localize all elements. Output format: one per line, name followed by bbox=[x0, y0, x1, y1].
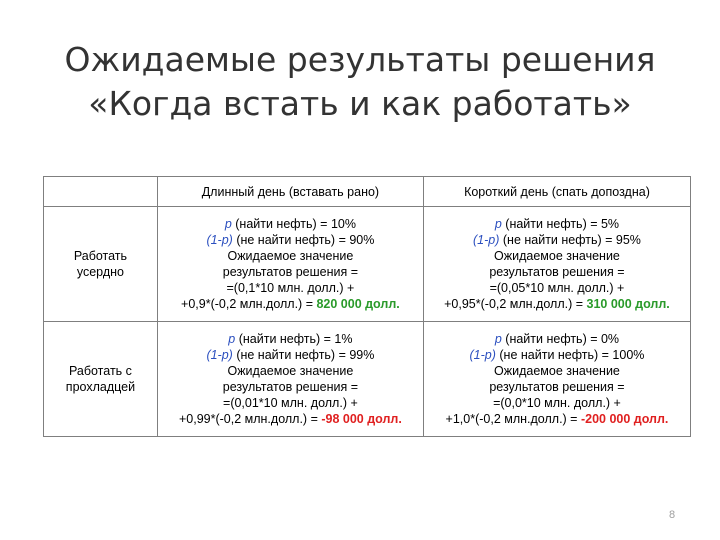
row-label-line: усердно bbox=[76, 265, 124, 279]
p-text: (найти нефть) = 10% bbox=[231, 217, 356, 231]
inverse-probability-line bbox=[160, 232, 421, 248]
header-corner-cell bbox=[44, 177, 158, 207]
p-symbol: p bbox=[224, 217, 232, 231]
row-label-work-hard bbox=[44, 207, 158, 322]
formula-result-line bbox=[160, 411, 421, 427]
probability-line bbox=[426, 331, 688, 347]
formula-result-line bbox=[160, 296, 421, 312]
inverse-probability-line bbox=[160, 347, 421, 363]
formula-line: =(0,1*10 млн. долл.) + bbox=[226, 281, 355, 295]
expected-value-label: результатов решения = bbox=[222, 380, 359, 394]
table-row bbox=[44, 322, 691, 437]
result-value: 820 000 долл. bbox=[316, 297, 400, 311]
cell-work-lazily-short-day bbox=[423, 322, 690, 437]
q-text: (не найти нефть) = 95% bbox=[499, 233, 641, 247]
p-symbol: p bbox=[494, 217, 502, 231]
q-text: (не найти нефть) = 90% bbox=[232, 233, 375, 247]
expected-value-label: Ожидаемое значение bbox=[227, 249, 354, 263]
probability-line bbox=[426, 216, 688, 232]
header-long-day: Длинный день (вставать рано) bbox=[157, 177, 423, 207]
q-symbol: (1-p) bbox=[473, 233, 500, 247]
formula-line: =(0,0*10 млн. долл.) + bbox=[493, 396, 621, 410]
cell-work-hard-long-day bbox=[157, 207, 423, 322]
p-text: (найти нефть) = 1% bbox=[235, 332, 353, 346]
q-symbol: (1-p) bbox=[469, 348, 496, 362]
header-short-day: Короткий день (спать допоздна) bbox=[423, 177, 690, 207]
formula-line: +0,9*(-0,2 млн.долл.) = bbox=[181, 297, 317, 311]
formula-line: =(0,01*10 млн. долл.) + bbox=[223, 396, 358, 410]
result-value: -98 000 долл. bbox=[321, 412, 402, 426]
cell-work-lazily-long-day bbox=[157, 322, 423, 437]
slide-title bbox=[0, 38, 720, 126]
p-symbol: p bbox=[494, 332, 502, 346]
row-label-work-lazily bbox=[44, 322, 158, 437]
page-number: 8 bbox=[669, 509, 676, 521]
formula-line: +0,99*(-0,2 млн.долл.) = bbox=[178, 412, 322, 426]
result-value: -200 000 долл. bbox=[580, 412, 669, 426]
result-value: 310 000 долл. bbox=[586, 297, 670, 311]
p-symbol: p bbox=[228, 332, 236, 346]
p-text: (найти нефть) = 0% bbox=[501, 332, 620, 346]
expected-value-label: результатов решения = bbox=[489, 265, 625, 279]
expected-value-label: результатов решения = bbox=[222, 265, 359, 279]
slide-title-line-1: Ожидаемые результаты решения bbox=[64, 40, 656, 79]
inverse-probability-line bbox=[426, 347, 688, 363]
formula-line: +1,0*(-0,2 млн.долл.) = bbox=[445, 412, 581, 426]
formula-result-line bbox=[426, 296, 688, 312]
q-text: (не найти нефть) = 100% bbox=[495, 348, 645, 362]
expected-value-label: Ожидаемое значение bbox=[494, 249, 620, 263]
header-row bbox=[44, 177, 691, 207]
table-row bbox=[44, 207, 691, 322]
inverse-probability-line bbox=[426, 232, 688, 248]
formula-result-line bbox=[426, 411, 688, 427]
expected-value-label: Ожидаемое значение bbox=[227, 364, 354, 378]
row-label-line: Работать с bbox=[68, 364, 132, 378]
decision-table bbox=[43, 176, 691, 437]
row-label-line: прохладцей bbox=[65, 380, 136, 394]
p-text: (найти нефть) = 5% bbox=[501, 217, 620, 231]
slide-title-line-2: «Когда встать и как работать» bbox=[88, 84, 632, 123]
q-symbol: (1-p) bbox=[206, 348, 233, 362]
row-label-line: Работать bbox=[73, 249, 128, 263]
q-symbol: (1-p) bbox=[206, 233, 233, 247]
formula-line: +0,95*(-0,2 млн.долл.) = bbox=[444, 297, 587, 311]
formula-line: =(0,05*10 млн. долл.) + bbox=[489, 281, 625, 295]
expected-value-label: результатов решения = bbox=[489, 380, 625, 394]
probability-line bbox=[160, 216, 421, 232]
probability-line bbox=[160, 331, 421, 347]
expected-value-label: Ожидаемое значение bbox=[494, 364, 620, 378]
cell-work-hard-short-day bbox=[423, 207, 690, 322]
q-text: (не найти нефть) = 99% bbox=[232, 348, 375, 362]
